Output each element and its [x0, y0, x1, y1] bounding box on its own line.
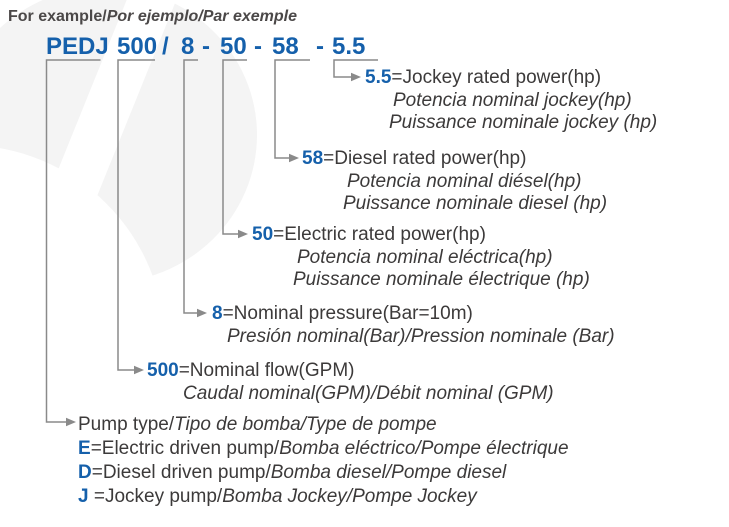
code-token-flow: 500 [117, 33, 158, 60]
entry-translation-es-fr: Presión nominal(Bar)/Pression nominale (Bar) [227, 325, 615, 347]
pump-type-block [78, 413, 569, 509]
entry-description: =Nominal pressure(Bar=10m) [222, 303, 473, 324]
entry-translation-fr: Puissance nominale jockey (hp) [389, 112, 658, 133]
entry-line [302, 148, 607, 171]
code-token-diesel-hp: 58 [272, 33, 299, 60]
connector-electric-hp [223, 60, 247, 234]
code-token-jockey-hp: 5.5 [332, 33, 366, 60]
entry-line [365, 67, 657, 90]
arrowhead-pump-type [66, 418, 76, 426]
connector-flow [118, 60, 155, 370]
arrowhead-pressure [197, 309, 207, 317]
code-separator-dash-2: - [254, 33, 262, 60]
entry-translation-es: Potencia nominal diésel(hp) [347, 170, 582, 192]
entry-value: 8 [212, 303, 223, 324]
arrowhead-flow [134, 366, 144, 374]
entry-translation-fr: Puissance nominale diesel (hp) [343, 193, 608, 214]
option-translation: Bomba eléctrico/Pompe électrique [279, 438, 569, 459]
entry-value: 5.5 [365, 67, 392, 88]
pump-type-title-intl: Tipo de bomba/Type de pompe [174, 414, 437, 435]
option-description: =Diesel driven pump/ [91, 462, 271, 483]
entry-translation-es-fr: Caudal nominal(GPM)/Débit nominal (GPM) [183, 382, 554, 404]
entry-description: =Nominal flow(GPM) [178, 360, 355, 381]
example-heading [8, 8, 297, 26]
entry-line [147, 360, 554, 383]
entry-translation-fr: Puissance nominale électrique (hp) [293, 269, 590, 290]
entry-translation-es: Potencia nominal jockey(hp) [393, 89, 632, 111]
connector-pressure [184, 60, 198, 313]
option-translation: Bomba diesel/Pompe diesel [270, 462, 507, 483]
arrowhead-diesel-hp [289, 154, 299, 162]
pump-type-title [78, 413, 569, 437]
entry-diesel-rated-power [302, 148, 607, 216]
code-separator-dash-1: - [202, 33, 210, 60]
entry-nominal-pressure [212, 303, 615, 348]
option-description: =Jockey pump/ [93, 486, 223, 507]
entry-electric-rated-power [252, 224, 590, 292]
entry-line [212, 303, 615, 326]
option-letter: J [78, 486, 94, 507]
pump-type-option-jockey [78, 485, 569, 509]
entry-value: 50 [252, 224, 274, 245]
entry-translation-es: Potencia nominal eléctrica(hp) [297, 246, 553, 268]
code-token-electric-hp: 50 [220, 33, 247, 60]
code-token-pump-type: PEDJ [46, 33, 109, 60]
option-description: =Electric driven pump/ [90, 438, 280, 459]
pump-type-option-electric [78, 437, 569, 461]
arrowhead-jockey-hp [351, 73, 361, 81]
option-letter: E [78, 438, 91, 459]
arrowhead-electric-hp [238, 230, 248, 238]
connector-diesel-hp [275, 60, 310, 158]
entry-description: =Jockey rated power(hp) [391, 67, 602, 88]
pump-type-option-diesel [78, 461, 569, 485]
example-heading-en: For example/ [8, 8, 107, 25]
entry-jockey-rated-power [365, 67, 657, 135]
entry-line [252, 224, 590, 247]
pump-type-title-en: Pump type/ [78, 414, 175, 435]
option-translation: Bomba Jockey/Pompe Jockey [222, 486, 477, 507]
entry-value: 500 [147, 360, 179, 381]
entry-nominal-flow [147, 360, 554, 405]
connector-pump-type [47, 60, 101, 422]
entry-description: =Diesel rated power(hp) [323, 148, 527, 169]
code-separator-dash-3: - [316, 33, 324, 60]
entry-description: =Electric rated power(hp) [273, 224, 486, 245]
code-separator-slash: / [162, 33, 169, 60]
example-heading-intl: Por ejemplo/Par exemple [106, 8, 298, 25]
entry-value: 58 [302, 148, 324, 169]
code-token-pressure: 8 [181, 33, 195, 60]
option-letter: D [78, 462, 92, 483]
